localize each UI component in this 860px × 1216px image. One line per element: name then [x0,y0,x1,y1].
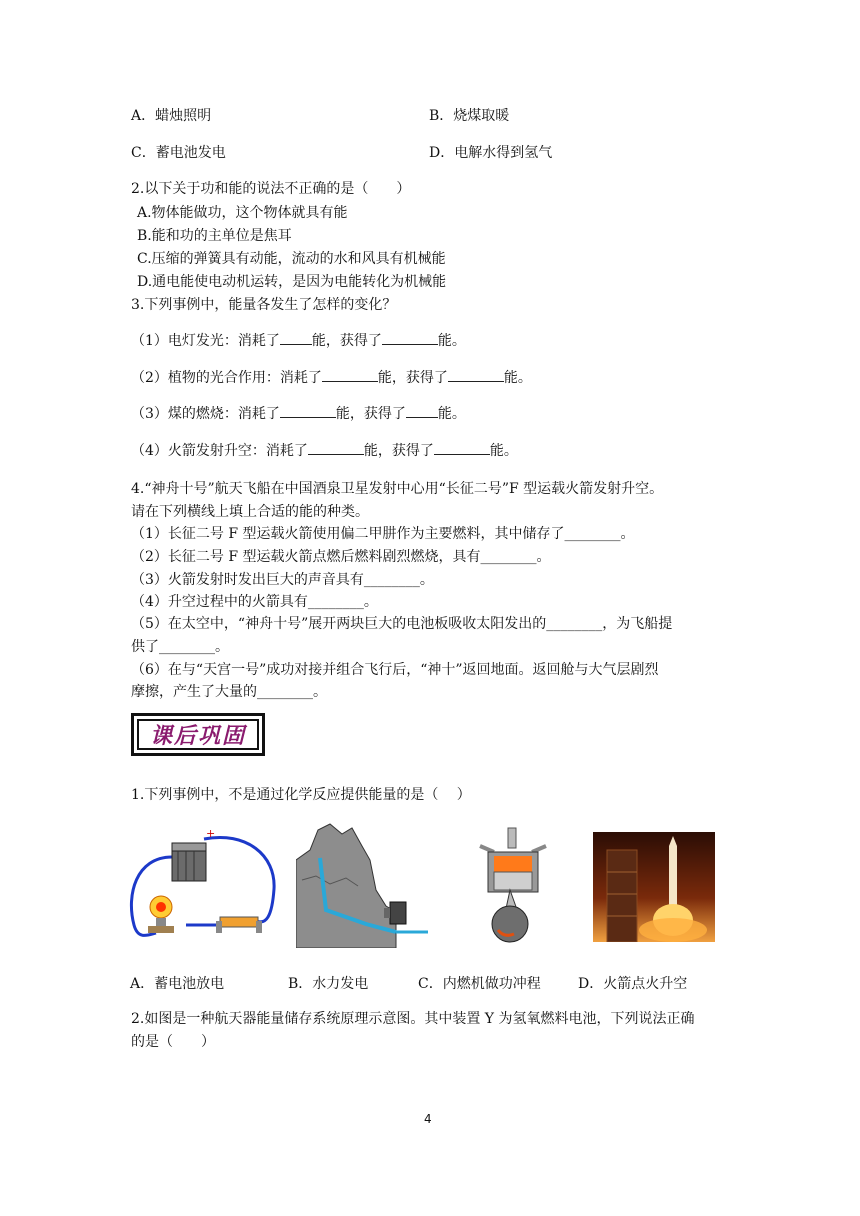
q4-sub-1: （1）长征二号 F 型运载火箭使用偏二甲肼作为主要燃料，其中储存了________。 [131,526,635,542]
answer-blank[interactable] [448,367,504,382]
q4-sub-5-line2: 供了________。 [131,639,229,655]
svg-text:+: + [206,827,216,840]
answer-blank[interactable] [280,403,336,418]
q4-sub-3: （3）火箭发射时发出巨大的声音具有________。 [131,572,434,588]
q3-item [131,367,532,388]
hydropower-image [296,820,428,948]
battery-circuit-image [126,825,276,947]
q3-item-suffix: 能。 [437,406,466,422]
answer-blank[interactable] [308,440,364,455]
q4-sub-5-line1: （5）在太空中，“神舟十号”展开两块巨大的电池板吸收太阳发出的________，为飞船提 [131,616,673,632]
q1-option-c: C．蓄电池发电 [131,145,226,161]
answer-blank[interactable] [382,330,438,345]
q1-option-a: A．蜡烛照明 [131,108,212,124]
q3-item [131,440,518,461]
q4-sub-6-line2: 摩擦，产生了大量的________。 [131,684,327,700]
q3-item-middle: 能，获得了 [311,333,382,349]
hw1-caption-c: C．内燃机做功冲程 [418,976,541,992]
hw2-stem-line1: 2.如图是一种航天器能量储存系统原理示意图。其中装置 Y 为氢氧燃料电池，下列说法正确 [131,1011,695,1027]
q3-item-prefix: （2）植物的光合作用：消耗了 [131,370,322,386]
q2-option-d: D.通电能使电动机运转，是因为电能转化为机械能 [137,274,447,290]
hw2-stem-line2: 的是（ ） [131,1034,215,1050]
hw1-caption-a: A．蓄电池放电 [130,976,225,992]
page-number: 4 [424,1112,432,1126]
hw1-stem: 1.下列事例中，不是通过化学反应提供能量的是（ ） [131,787,471,803]
q4-sub-2: （2）长征二号 F 型运载火箭点燃后燃料剧烈燃烧，具有________。 [131,549,551,565]
q4-stem-line2: 请在下列横线上填上合适的能的种类。 [131,504,369,520]
q2-option-a: A.物体能做功，这个物体就具有能 [137,205,348,221]
answer-blank[interactable] [406,403,438,418]
q3-item-middle: 能，获得了 [377,370,448,386]
rocket-launch-image [593,832,715,942]
hw1-caption-d: D．火箭点火升空 [578,976,688,992]
q3-item-suffix: 能。 [437,333,466,349]
q3-item [131,403,466,424]
q3-item-middle: 能，获得了 [335,406,406,422]
q4-sub-6-line1: （6）在与“天宫一号”成功对接并组合飞行后，“神十”返回地面。返回舱与大气层剧烈 [131,662,659,678]
q3-item-suffix: 能。 [489,443,518,459]
q3-item-prefix: （1）电灯发光：消耗了 [131,333,280,349]
q1-option-d: D．电解水得到氢气 [429,145,553,161]
q1-option-b: B．烧煤取暖 [429,108,510,124]
q3-stem: 3.下列事例中，能量各发生了怎样的变化？ [131,297,397,313]
q3-item-prefix: （4）火箭发射升空：消耗了 [131,443,308,459]
section-banner [131,713,265,756]
answer-blank[interactable] [322,367,378,382]
q3-item-prefix: （3）煤的燃烧：消耗了 [131,406,280,422]
q3-item-middle: 能，获得了 [363,443,434,459]
q3-item [131,330,466,351]
engine-image [470,826,556,946]
answer-blank[interactable] [434,440,490,455]
q2-option-b: B.能和功的主单位是焦耳 [137,228,292,244]
hw1-caption-b: B．水力发电 [288,976,369,992]
q2-stem: 2.以下关于功和能的说法不正确的是（ ） [131,181,411,197]
answer-blank[interactable] [280,330,312,345]
q4-stem-line1: 4.“神舟十号”航天飞船在中国酒泉卫星发射中心用“长征二号”F 型运载火箭发射升空。 [131,481,664,497]
q2-option-c: C.压缩的弹簧具有动能，流动的水和风具有机械能 [137,251,446,267]
q4-sub-4: （4）升空过程中的火箭具有________。 [131,594,378,610]
section-banner-title: 课后巩固 [149,723,246,749]
q3-item-suffix: 能。 [503,370,532,386]
